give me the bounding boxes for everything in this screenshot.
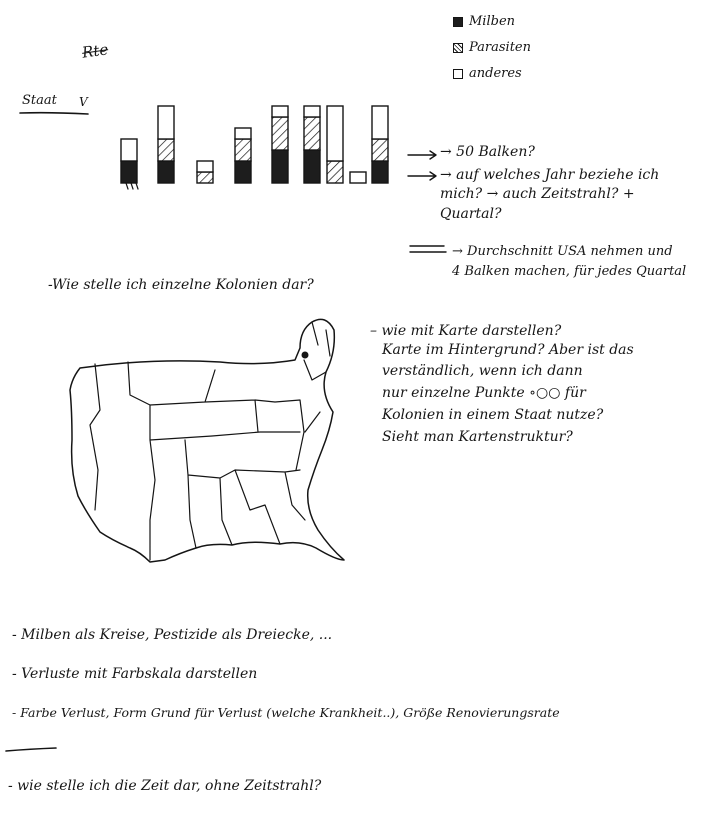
bar-chart [121,106,388,183]
arrow-1 [408,151,436,159]
bar-segment-parasiten-6 [304,117,320,150]
map-note-2: Karte im Hintergrund? Aber ist das [382,342,634,358]
bar-segment-anderes-7 [327,106,343,161]
bottom-note-1: - Milben als Kreise, Pestizide als Dreiecke, ... [12,627,333,643]
axis-marker: V [79,95,88,109]
axis-label: Staat [22,93,57,108]
chart-note-2a: → auf welches Jahr beziehe ich [440,167,660,183]
chart-note-3a: → Durchschnitt USA nehmen und [452,244,673,259]
chart-note-3b: 4 Balken machen, für jedes Quartal [452,264,687,279]
bar-segment-anderes-3 [197,161,213,172]
chart-note-2c: Quartal? [440,206,502,222]
bottom-note-4: - wie stelle ich die Zeit dar, ohne Zeitstrahl? [8,778,322,794]
bar-segment-anderes-5 [272,106,288,117]
bar-segment-milben-2 [158,161,174,183]
legend-label: Milben [469,14,516,29]
bar-segment-parasiten-3 [197,172,213,183]
arrow-2 [408,172,436,180]
bar-segment-parasiten-7 [327,161,343,183]
map-note-4: nur einzelne Punkte ∘○○ für [382,385,586,401]
bar-segment-milben-1 [121,161,137,183]
bar-segment-milben-5 [272,150,288,183]
bottom-note-3: - Farbe Verlust, Form Grund für Verlust (welche Krankheit..), Größe Renovierungsrate [12,705,560,720]
title-scribble: Rte [80,40,110,62]
legend-label: anderes [469,66,522,81]
bar-segment-anderes-4 [235,128,251,139]
bar-segment-milben-4 [235,161,251,183]
bar-segment-anderes-8 [350,172,366,183]
bottom-note-2: - Verluste mit Farbskala darstellen [12,666,258,682]
bar-segment-parasiten-2 [158,139,174,161]
map-note-3: verständlich, wenn ich dann [382,363,583,379]
chart-note-1: → 50 Balken? [440,144,535,160]
arrow-3 [410,246,446,252]
bar-segment-anderes-9 [372,106,388,139]
bar-segment-parasiten-9 [372,139,388,161]
bar-segment-milben-9 [372,161,388,183]
bar-segment-anderes-2 [158,106,174,139]
chart-note-2b: mich? → auch Zeitstrahl? + [440,186,635,202]
section-divider [6,748,56,751]
bar-segment-parasiten-5 [272,117,288,150]
question-colonies: -Wie stelle ich einzelne Kolonien dar? [48,277,314,293]
map-note-5: Kolonien in einem Staat nutze? [382,407,604,423]
legend-label: Parasiten [469,40,531,55]
bar-segment-anderes-1 [121,139,137,161]
bar-segment-parasiten-4 [235,139,251,161]
bar-segment-milben-6 [304,150,320,183]
map-note-1: – wie mit Karte darstellen? [370,323,562,339]
axis-underline [20,113,88,114]
bar-baseline-marks [126,183,138,189]
usa-map-sketch [70,319,344,562]
map-note-6: Sieht man Kartenstruktur? [382,429,573,445]
bar-segment-anderes-6 [304,106,320,117]
